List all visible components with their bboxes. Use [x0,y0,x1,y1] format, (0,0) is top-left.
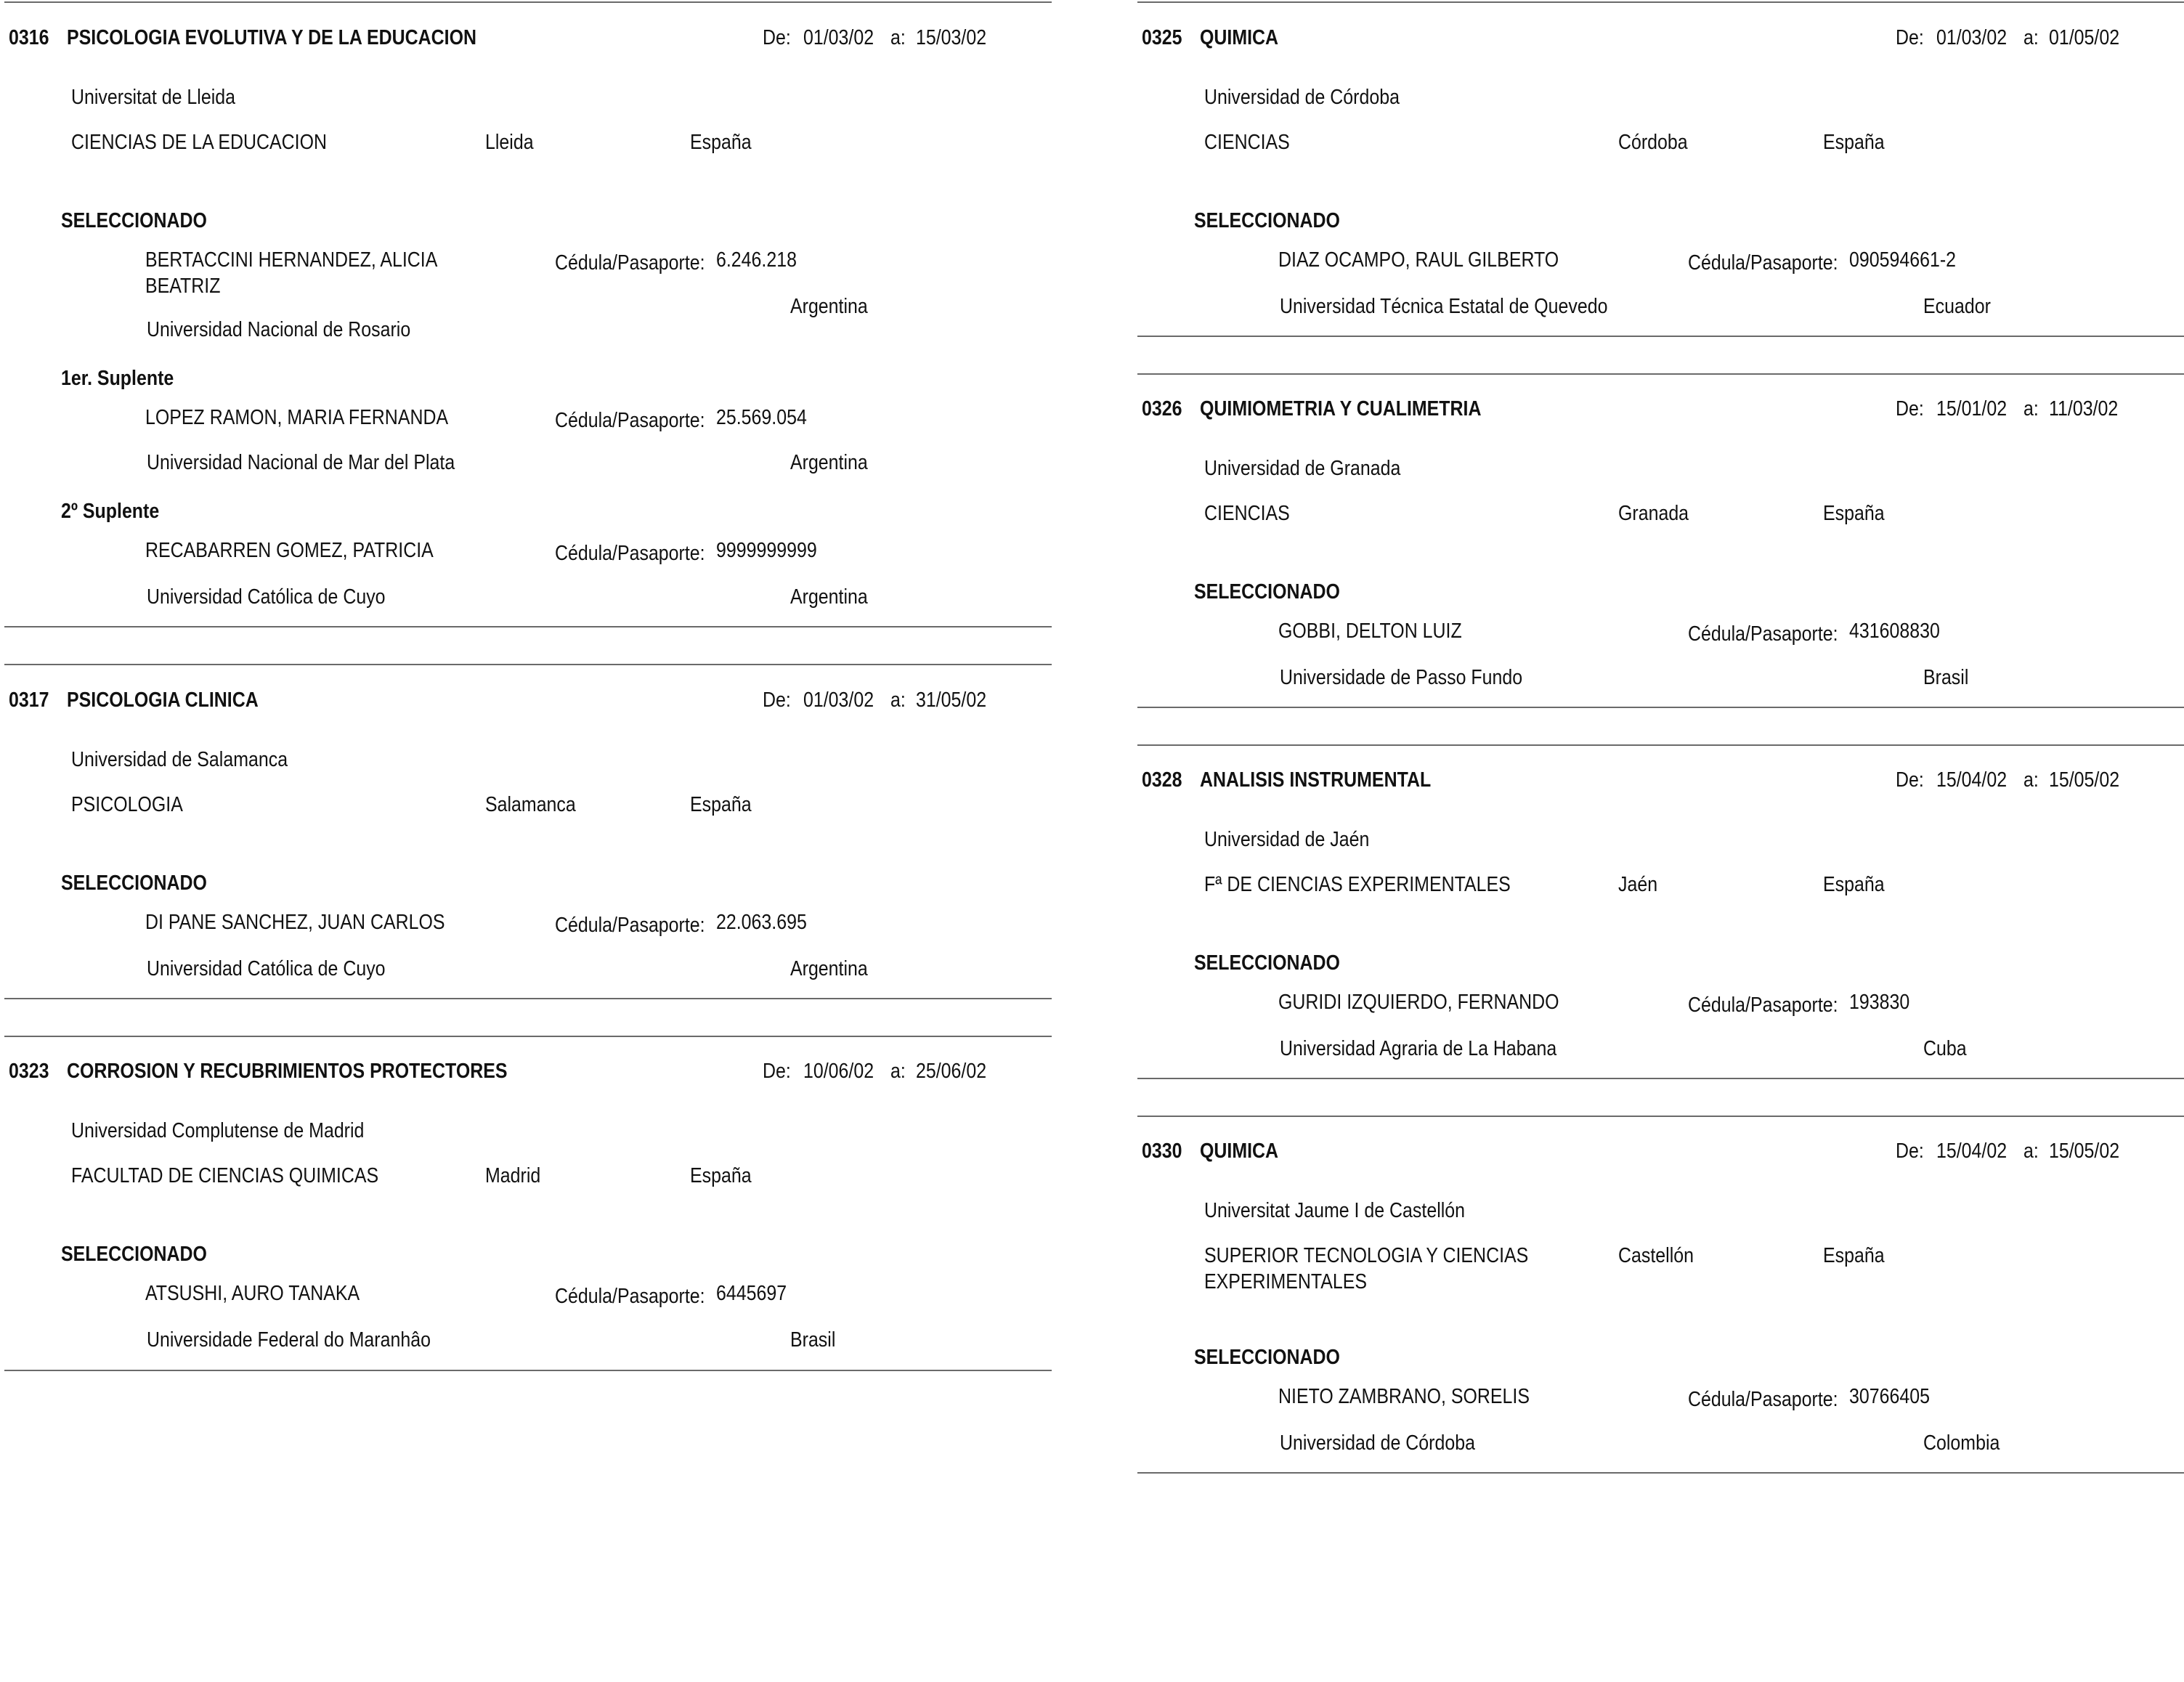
date-from: 15/04/02 [1936,1139,2008,1163]
candidate-university: Universidad de Córdoba [1280,1431,1475,1455]
divider [1137,707,2184,708]
course-code: 0317 [9,688,49,712]
host-faculty: CIENCIAS [1204,502,1290,525]
divider [1137,744,2184,746]
date-from: 01/03/02 [803,26,874,49]
candidate-status: SELECCIONADO [61,209,207,232]
date-to-label: a: [890,1060,906,1083]
id-label: Cédula/Pasaporte: [555,409,705,432]
candidate-country: Colombia [1923,1431,2000,1455]
host-university: Universitat de Lleida [71,86,235,109]
date-from-label: De: [763,688,791,712]
date-to-label: a: [2023,1139,2039,1163]
course-code: 0316 [9,26,49,49]
candidate-id: 9999999999 [716,539,817,562]
host-faculty: SUPERIOR TECNOLOGIA Y CIENCIAS EXPERIMENTALES [1204,1244,1529,1293]
host-country: España [1823,873,1885,896]
divider [4,1036,1052,1037]
candidate-id: 25.569.054 [716,406,807,429]
host-country: España [690,131,752,154]
course-code: 0328 [1142,768,1182,792]
date-to: 01/05/02 [2049,26,2120,49]
host-city: Córdoba [1618,131,1688,154]
divider [1137,1,2184,3]
candidate-status: SELECCIONADO [61,872,207,895]
candidate-university: Universidad Nacional de Mar del Plata [147,451,455,474]
candidate-status: SELECCIONADO [61,1243,207,1266]
host-country: España [690,1164,752,1187]
candidate-status: SELECCIONADO [1194,209,1340,232]
course-title: PSICOLOGIA EVOLUTIVA Y DE LA EDUCACION [67,26,476,49]
divider [4,1,1052,3]
candidate-status: SELECCIONADO [1194,1346,1340,1369]
host-faculty: CIENCIAS DE LA EDUCACION [71,131,328,154]
date-from: 10/06/02 [803,1060,874,1083]
candidate-id: 6445697 [716,1282,787,1305]
date-to-label: a: [2023,26,2039,49]
divider [1137,1116,2184,1117]
date-to-label: a: [890,26,906,49]
candidate-university: Universidad Católica de Cuyo [147,957,386,980]
candidate-name: DI PANE SANCHEZ, JUAN CARLOS [145,911,445,934]
date-to: 25/06/02 [916,1060,987,1083]
host-faculty: FACULTAD DE CIENCIAS QUIMICAS [71,1164,379,1187]
host-faculty: CIENCIAS [1204,131,1290,154]
candidate-name: DIAZ OCAMPO, RAUL GILBERTO [1278,248,1559,272]
host-university: Universidad de Granada [1204,457,1401,480]
host-city: Jaén [1618,873,1658,896]
date-from: 15/01/02 [1936,397,2008,420]
candidate-university: Universidad Técnica Estatal de Quevedo [1280,295,1608,318]
candidate-name: RECABARREN GOMEZ, PATRICIA [145,539,434,562]
date-to: 11/03/02 [2049,397,2119,420]
host-university: Universitat Jaume I de Castellón [1204,1199,1466,1222]
candidate-id: 30766405 [1849,1385,1930,1408]
id-label: Cédula/Pasaporte: [1688,251,1838,275]
divider [1137,373,2184,375]
candidate-name: LOPEZ RAMON, MARIA FERNANDA [145,406,449,429]
id-label: Cédula/Pasaporte: [555,542,705,565]
candidate-name: BERTACCINI HERNANDEZ, ALICIA BEATRIZ [145,248,437,298]
divider [1137,1472,2184,1474]
date-to: 15/03/02 [916,26,987,49]
candidate-name: ATSUSHI, AURO TANAKA [145,1282,360,1305]
divider [4,1370,1052,1371]
host-city: Lleida [485,131,534,154]
id-label: Cédula/Pasaporte: [1688,622,1838,646]
id-label: Cédula/Pasaporte: [555,1285,705,1308]
course-title: QUIMICA [1200,26,1279,49]
id-label: Cédula/Pasaporte: [1688,994,1838,1017]
candidate-id: 431608830 [1849,619,1940,643]
date-from-label: De: [1896,397,1924,420]
candidate-country: Brasil [790,1328,836,1352]
date-to-label: a: [2023,768,2039,792]
host-university: Universidad Complutense de Madrid [71,1119,365,1142]
candidate-status: 2º Suplente [61,500,160,523]
host-city: Salamanca [485,793,576,816]
candidate-name: GURIDI IZQUIERDO, FERNANDO [1278,991,1559,1014]
host-faculty: PSICOLOGIA [71,793,183,816]
date-to-label: a: [2023,397,2039,420]
course-code: 0326 [1142,397,1182,420]
date-from: 01/03/02 [1936,26,2008,49]
course-title: QUIMIOMETRIA Y CUALIMETRIA [1200,397,1482,420]
date-to: 15/05/02 [2049,768,2120,792]
course-title: PSICOLOGIA CLINICA [67,688,259,712]
candidate-name: NIETO ZAMBRANO, SORELIS [1278,1385,1530,1408]
id-label: Cédula/Pasaporte: [1688,1388,1838,1411]
host-city: Castellón [1618,1244,1694,1267]
candidate-country: Cuba [1923,1037,1967,1060]
candidate-university: Universidad Católica de Cuyo [147,585,386,609]
date-from: 15/04/02 [1936,768,2008,792]
candidate-status: SELECCIONADO [1194,951,1340,975]
host-country: España [1823,131,1885,154]
date-from-label: De: [1896,1139,1924,1163]
date-from: 01/03/02 [803,688,874,712]
candidate-id: 6.246.218 [716,248,797,272]
host-country: España [1823,1244,1885,1267]
date-to-label: a: [890,688,906,712]
course-code: 0325 [1142,26,1182,49]
candidate-id: 090594661-2 [1849,248,1957,272]
host-faculty: Fª DE CIENCIAS EXPERIMENTALES [1204,873,1511,896]
divider [1137,336,2184,337]
date-from-label: De: [763,26,791,49]
candidate-name: GOBBI, DELTON LUIZ [1278,619,1462,643]
date-from-label: De: [763,1060,791,1083]
course-title: ANALISIS INSTRUMENTAL [1200,768,1432,792]
course-title: CORROSION Y RECUBRIMIENTOS PROTECTORES [67,1060,508,1083]
host-country: España [1823,502,1885,525]
id-label: Cédula/Pasaporte: [555,251,705,275]
divider [4,664,1052,665]
course-code: 0330 [1142,1139,1182,1163]
host-university: Universidad de Jaén [1204,828,1370,851]
host-university: Universidad de Salamanca [71,748,288,771]
date-from-label: De: [1896,768,1924,792]
candidate-country: Argentina [790,295,868,318]
candidate-id: 22.063.695 [716,911,807,934]
candidate-country: Ecuador [1923,295,1991,318]
candidate-status: SELECCIONADO [1194,580,1340,604]
date-to: 15/05/02 [2049,1139,2120,1163]
id-label: Cédula/Pasaporte: [555,914,705,937]
candidate-university: Universidad Nacional de Rosario [147,318,411,341]
candidate-country: Argentina [790,451,868,474]
course-code: 0323 [9,1060,49,1083]
date-to: 31/05/02 [916,688,987,712]
divider [1137,1078,2184,1079]
candidate-university: Universidad Agraria de La Habana [1280,1037,1557,1060]
candidate-university: Universidade Federal do Maranhâo [147,1328,431,1352]
course-title: QUIMICA [1200,1139,1279,1163]
candidate-country: Argentina [790,957,868,980]
candidate-country: Argentina [790,585,868,609]
host-city: Madrid [485,1164,541,1187]
date-from-label: De: [1896,26,1924,49]
host-country: España [690,793,752,816]
candidate-id: 193830 [1849,991,1910,1014]
candidate-status: 1er. Suplente [61,367,174,390]
candidate-country: Brasil [1923,666,1969,689]
divider [4,998,1052,999]
host-city: Granada [1618,502,1689,525]
host-university: Universidad de Córdoba [1204,86,1400,109]
divider [4,626,1052,627]
candidate-university: Universidade de Passo Fundo [1280,666,1523,689]
